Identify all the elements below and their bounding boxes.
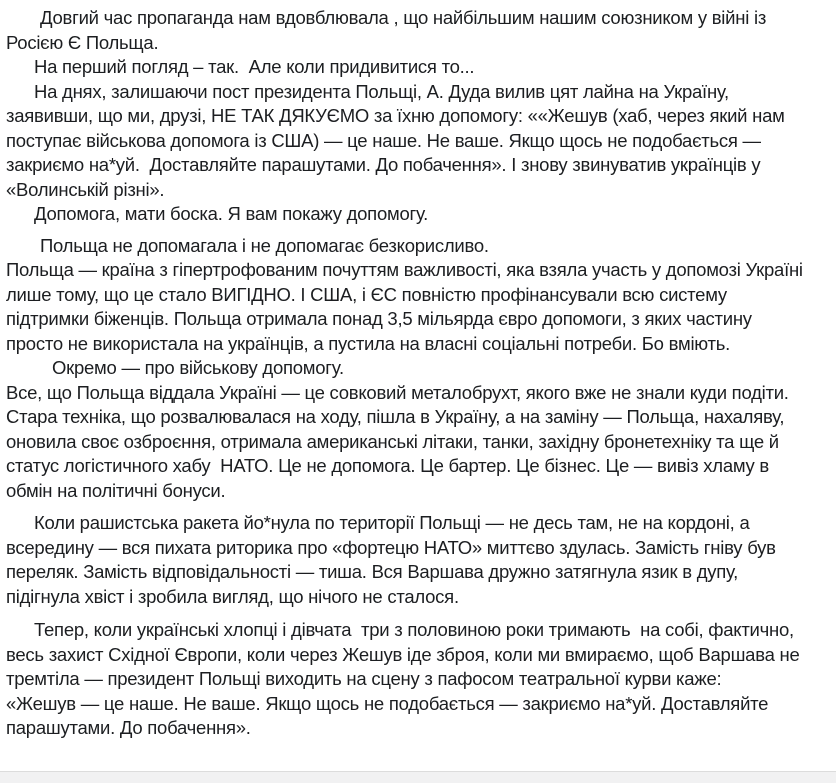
post-paragraph: Польща не допомагала і не допомагає безкорисливо.: [40, 234, 489, 256]
post-paragraph: Польща — країна з гіпертрофованим почуттям важливості, яка взяла участь у допомозі Україні лише тому, що це стало ВИГІДНО. І США, і ЄС повністю профінансували всю систему підтримки біженців. Польща отримала понад 3,5 мільярда євро допомоги, з яких частину просто не використала на українців, а пустила на власні соціальні потреби. Бо вміють.: [6, 259, 808, 354]
post-paragraph: Тепер, коли українські хлопці і дівчата три з половиною роки тримають на собі, фактично, весь захист Східної Європи, коли через Жешув іде зброя, коли ми вмираємо, щоб Варшава не тремтіла — президент Польщі виходить на сцену з пафосом театральної курви каже:: [6, 619, 805, 689]
post-paragraph: Довгий час пропаганда нам вдовблювала , що найбільшим нашим союзником у війні із Росією Є Польща.: [6, 7, 771, 53]
post-paragraph: Все, що Польща віддала Україні — це совковий металобрухт, якого вже не знали куди подіти. Стара техніка, що розвалювалася на ходу, пішла в Україну, а на заміну — Польща, нахаляву, оновила своє озброєння, отримала американські літаки, танки, західну бронетехніку та ще й статус логістичного хабу НАТО. Це не допомога. Це бартер. Це бізнес. Це — вивіз хламу в обмін на політичні бонуси.: [6, 381, 794, 501]
post-paragraph: Коли рашистська ракета йо*нула по території Польщі — не десь там, не на кордоні, а всередину — вся пихата риторика про «фортецю НАТО» миттєво здулась. Замість гніву був переляк. Замість відповідальності — тиша. Вся Варшава дружно затягнула язик в дупу, підігнула хвіст і зробила вигляд, що нічого не сталося.: [6, 512, 781, 607]
post-paragraph: На днях, залишаючи пост президента Польщі, А. Дуда вилив цят лайна на Україну, заявивши, що ми, друзі, НЕ ТАК ДЯКУЄМО за їхню допомогу: ««Жешув (хаб, через який нам поступає військова допомога із США) — це наше. Не ваше. Якщо щось не подобається — закриємо на*уй. Доставляйте парашутами. До побачення». І знову звинуватив українців у «Волинській різні».: [6, 80, 790, 200]
post-paragraph: Допомога, мати боска. Я вам покажу допомогу.: [34, 203, 429, 224]
bottom-strip: [0, 771, 836, 783]
post-paragraph: Окремо — про військову допомогу.: [52, 357, 344, 378]
post-paragraph: На перший погляд – так. Але коли придивитися то...: [34, 56, 475, 77]
post-paragraph: «Жешув — це наше. Не ваше. Якщо щось не подобається — закриємо на*уй. Доставляйте парашутами. До побачення».: [6, 692, 774, 738]
